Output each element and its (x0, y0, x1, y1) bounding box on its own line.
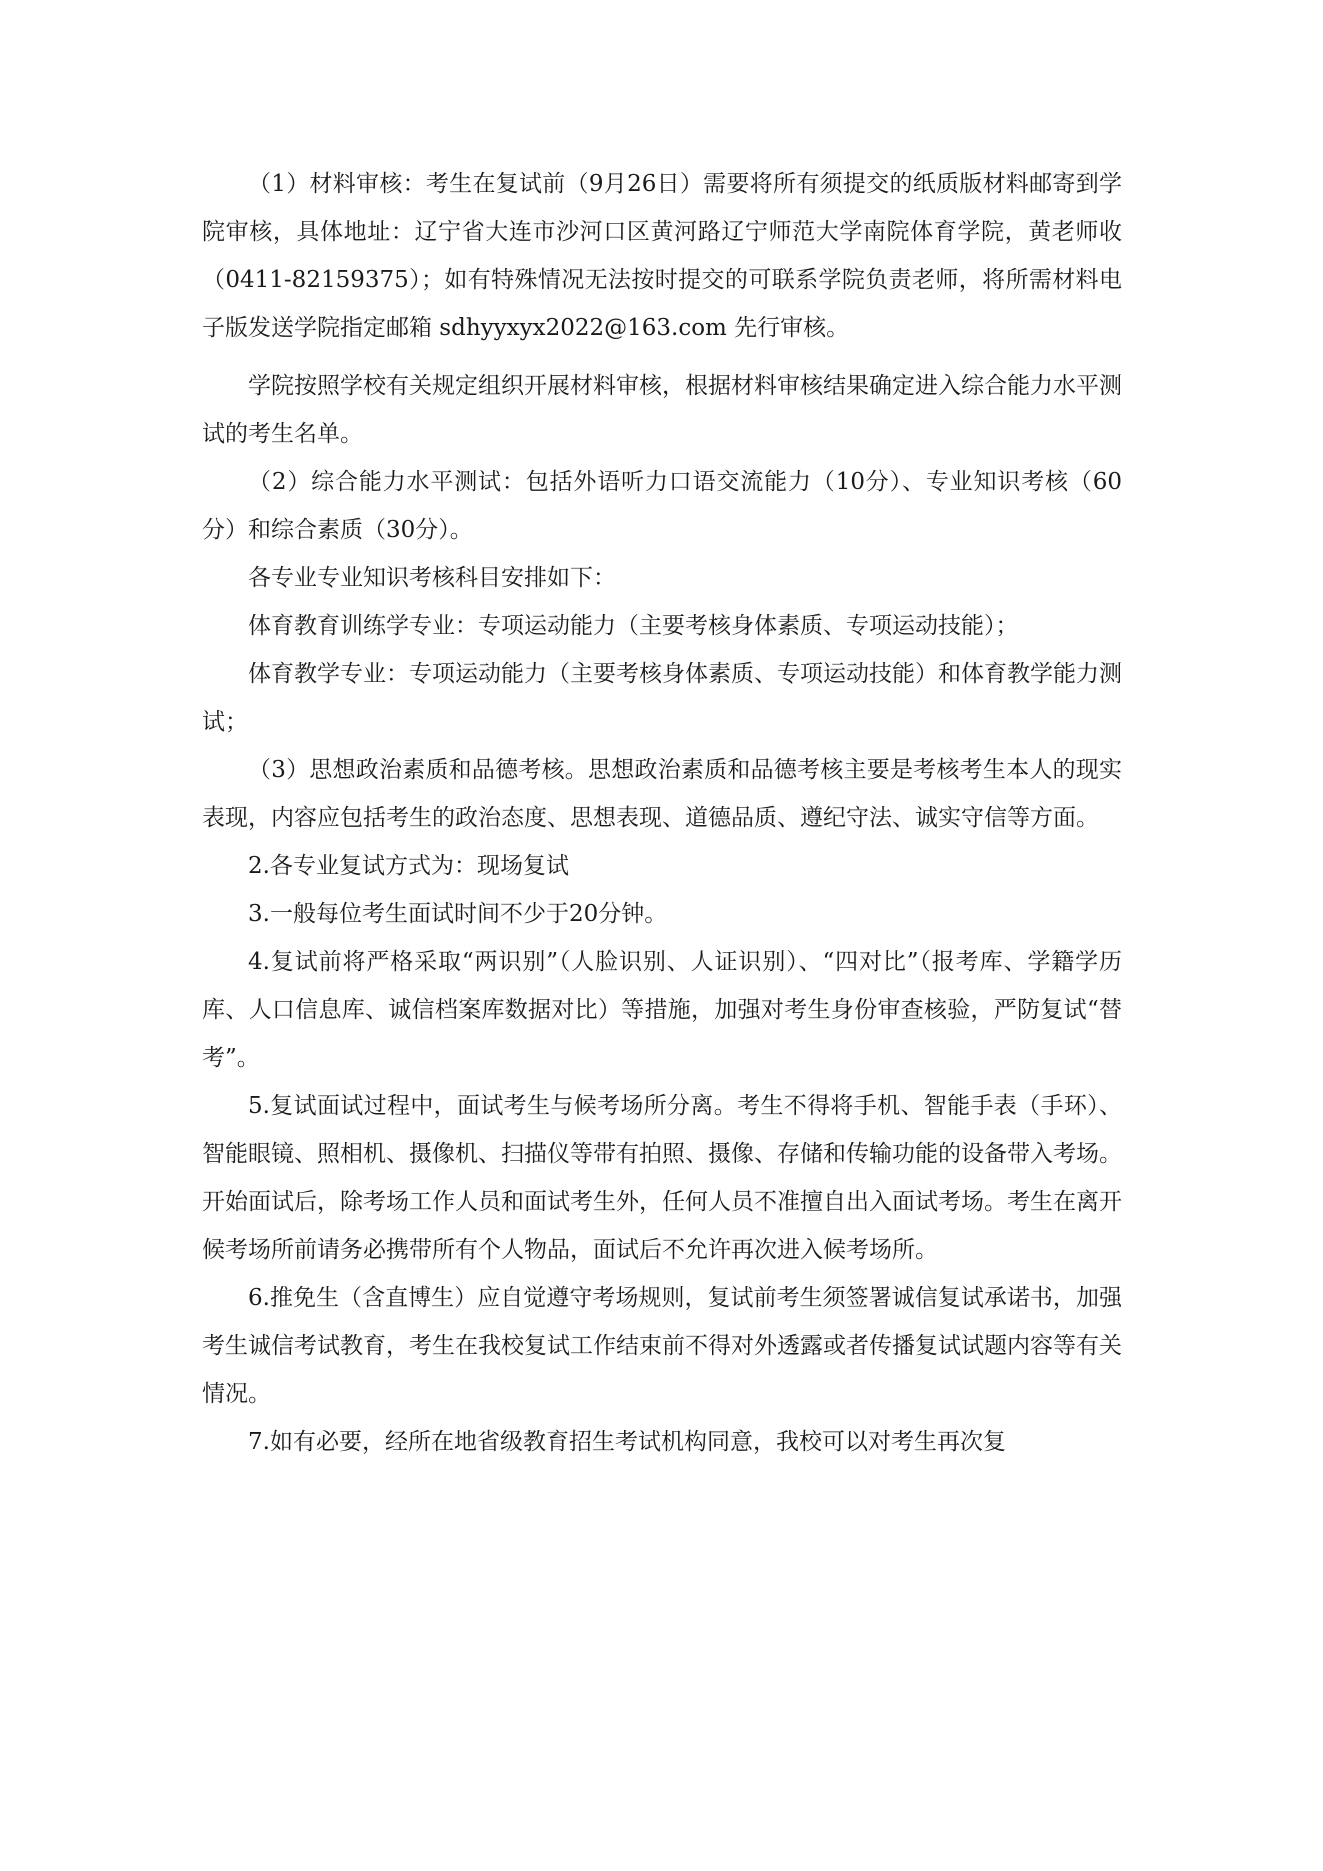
paragraph-material-review-result: 学院按照学校有关规定组织开展材料审核，根据材料审核结果确定进入综合能力水平测试的考生名单。 (202, 373, 1122, 447)
paragraph-material-review: （1）材料审核：考生在复试前（9月26日）需要将所有须提交的纸质版材料邮寄到学院审核，具体地址：辽宁省大连市沙河口区黄河路辽宁师范大学南院体育学院，黄老师收（0411-82159375）；如有特殊情况无法按时提交的可联系学院负责老师，将所需材料电子版发送学院指定邮箱 sdhyyxyx2022@163.com 先行审核。 (202, 171, 1122, 341)
paragraph-retest-method: 2.各专业复试方式为：现场复试 (248, 853, 569, 879)
paragraph-interview-rules: 5.复试面试过程中，面试考生与候考场所分离。考生不得将手机、智能手表（手环）、智能眼镜、照相机、摄像机、扫描仪等带有拍照、摄像、存储和传输功能的设备带入考场。开始面试后，除考场工作人员和面试考生外，任何人员不准擅自出入面试考场。考生在离开候考场所前请务必携带所有个人物品，面试后不允许再次进入候考场所。 (202, 1093, 1122, 1263)
paragraph-political-assessment: （3）思想政治素质和品德考核。思想政治素质和品德考核主要是考核考生本人的现实表现，内容应包括考生的政治态度、思想表现、道德品质、遵纪守法、诚实守信等方面。 (202, 757, 1122, 831)
paragraph-identity-check: 4.复试前将严格采取“两识别”（人脸识别、人证识别）、“四对比”（报考库、学籍学历库、人口信息库、诚信档案库数据对比）等措施，加强对考生身份审查核验，严防复试“替考”。 (202, 949, 1122, 1071)
paragraph-teaching-major: 体育教学专业：专项运动能力（主要考核身体素质、专项运动技能）和体育教学能力测试； (202, 661, 1122, 735)
paragraph-subject-arrangement: 各专业专业知识考核科目安排如下： (248, 565, 616, 591)
paragraph-interview-time: 3.一般每位考生面试时间不少于20分钟。 (248, 901, 668, 927)
paragraph-integrity: 6.推免生（含直博生）应自觉遵守考场规则，复试前考生须签署诚信复试承诺书，加强考生诚信考试教育，考生在我校复试工作结束前不得对外透露或者传播复试试题内容等有关情况。 (202, 1285, 1122, 1407)
paragraph-training-major: 体育教育训练学专业：专项运动能力（主要考核身体素质、专项运动技能）； (248, 613, 1019, 639)
document-body (202, 160, 1122, 1466)
paragraph-comprehensive-test: （2）综合能力水平测试：包括外语听力口语交流能力（10分）、专业知识考核（60分）和综合素质（30分）。 (202, 469, 1122, 543)
paragraph-re-examination: 7.如有必要，经所在地省级教育招生考试机构同意，我校可以对考生再次复 (248, 1429, 1006, 1455)
